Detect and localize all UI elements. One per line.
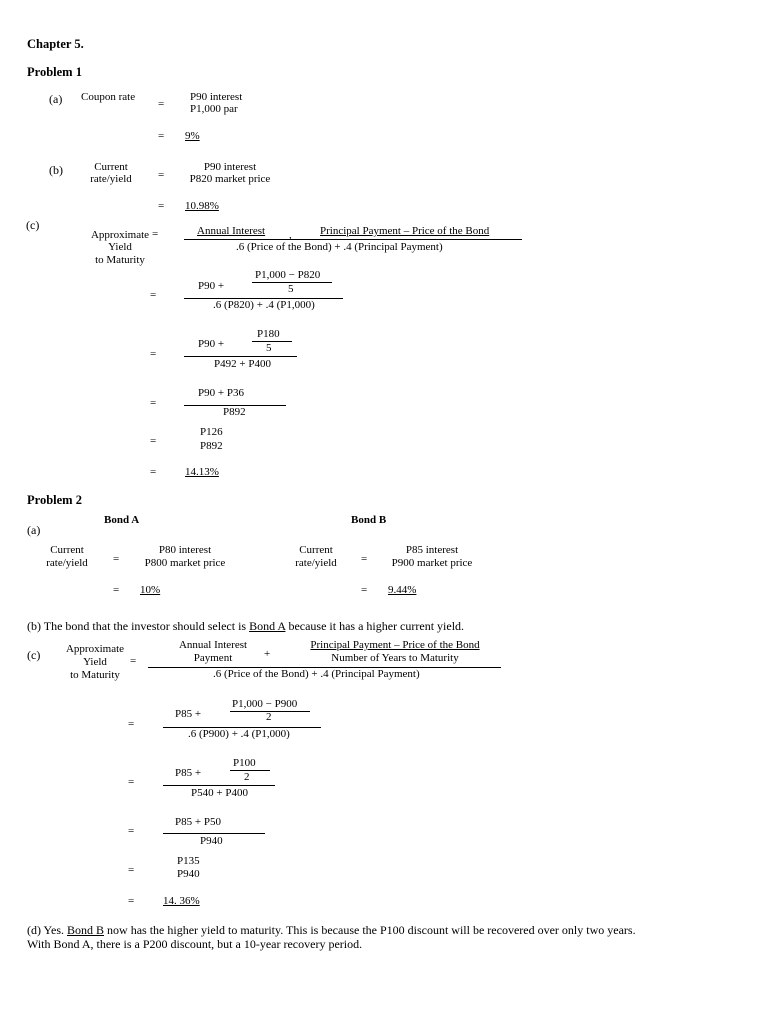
p2-c-step1-denominator: .6 (P900) + .4 (P1,000) bbox=[188, 728, 290, 740]
p1-a-denominator: P1,000 par bbox=[190, 103, 238, 115]
p1-b-lhs-line1: Current bbox=[94, 161, 128, 173]
p2-a-bondB-lhs-line1: Current bbox=[299, 544, 333, 556]
p1-a-numerator: P90 interest bbox=[190, 91, 243, 103]
p2-part-b-sentence bbox=[27, 620, 464, 633]
p2-c-lhs-line2: Yield bbox=[83, 656, 107, 668]
p2-c-formula-plus: + bbox=[264, 648, 271, 660]
p1-b-equals-2: = bbox=[158, 200, 165, 212]
p2-c-step4-denominator: P940 bbox=[177, 868, 200, 880]
p2-d-bond: Bond B bbox=[67, 923, 105, 937]
p2-b-bond: Bond A bbox=[249, 619, 286, 633]
p1-c-step3-equals: = bbox=[150, 397, 157, 409]
p2-c-step2-left: P85 + bbox=[175, 767, 202, 779]
p2-c-step3-equals: = bbox=[128, 825, 135, 837]
p2-a-bondA-denominator: P800 market price bbox=[144, 557, 226, 569]
p2-c-step3-denominator: P940 bbox=[200, 835, 223, 847]
p2-a-bondB-equals-2: = bbox=[361, 584, 368, 596]
p2-c-result: 14. 36% bbox=[163, 895, 200, 907]
p2-c-lhs-line3: to Maturity bbox=[70, 669, 120, 681]
p1-c-step2-bar bbox=[184, 356, 297, 357]
p1-c-lhs-line1: Approximate bbox=[90, 229, 150, 241]
p2-a-bondA-result: 10% bbox=[140, 584, 161, 596]
p2-bond-b-heading: Bond B bbox=[351, 514, 387, 526]
p2-c-step2-mid: 2 bbox=[244, 771, 250, 783]
p1-c-step1-mid: 5 bbox=[288, 283, 294, 295]
p2-c-step2-inner-bar bbox=[230, 770, 270, 771]
chapter-heading: Chapter 5. bbox=[27, 37, 84, 51]
p1-a-equals-2: = bbox=[158, 130, 165, 142]
p2-part-a-label: (a) bbox=[27, 523, 41, 537]
p1-b-equals: = bbox=[158, 169, 165, 181]
p2-d-text-pre: (d) Yes. bbox=[27, 923, 68, 937]
p2-c-step3-bar bbox=[163, 833, 265, 834]
p1-c-step1-left: P90 + bbox=[198, 280, 225, 292]
p2-b-text-post: because it has a higher current yield. bbox=[285, 619, 465, 633]
p2-c-step1-equals: = bbox=[128, 718, 135, 730]
p2-c-formula-denominator: .6 (Price of the Bond) + .4 (Principal Payment) bbox=[213, 668, 420, 680]
p2-c-step1-top: P1,000 − P900 bbox=[232, 698, 298, 710]
p2-c-step4-equals: = bbox=[128, 864, 135, 876]
p1-c-formula-fraction-bar bbox=[184, 239, 522, 240]
p2-a-bondB-equals: = bbox=[361, 553, 368, 565]
p2-a-bondA-numerator: P80 interest bbox=[158, 544, 212, 556]
p1-c-formula-denominator: .6 (Price of the Bond) + .4 (Principal Payment) bbox=[236, 241, 443, 253]
p1-b-lhs-line2: rate/yield bbox=[90, 173, 132, 185]
p2-c-formula-principal: Principal Payment – Price of the Bond bbox=[310, 639, 480, 651]
p1-a-equals: = bbox=[158, 98, 165, 110]
p1-c-result-equals: = bbox=[150, 466, 157, 478]
p2-c-step2-top: P100 bbox=[233, 757, 256, 769]
p1-c-step4-equals: = bbox=[150, 435, 157, 447]
p1-c-step2-mid: 5 bbox=[266, 342, 272, 354]
p2-a-bondB-lhs-line2: rate/yield bbox=[295, 557, 337, 569]
p1-c-step2-top: P180 bbox=[257, 328, 280, 340]
p2-c-lhs-line1: Approximate bbox=[65, 643, 125, 655]
p1-part-a-label: (a) bbox=[49, 92, 63, 106]
p2-part-d-line1 bbox=[27, 924, 636, 937]
p2-c-step2-equals: = bbox=[128, 776, 135, 788]
p1-c-step3-denominator: P892 bbox=[223, 406, 246, 418]
p2-c-step2-bar bbox=[163, 785, 275, 786]
p2-c-step1-mid: 2 bbox=[266, 711, 272, 723]
p2-part-d-line2: With Bond A, there is a P200 discount, but a 10-year recovery period. bbox=[27, 937, 363, 951]
p2-c-formula-annual-interest: Annual Interest bbox=[178, 639, 248, 651]
p2-c-formula-payment: Payment bbox=[193, 652, 233, 664]
p2-a-bondA-equals: = bbox=[113, 553, 120, 565]
p1-c-step2-left: P90 + bbox=[198, 338, 225, 350]
p2-c-formula-years: Number of Years to Maturity bbox=[331, 652, 459, 664]
p1-c-equals: = bbox=[152, 228, 159, 240]
p1-c-step2-inner-bar bbox=[252, 341, 292, 342]
p2-a-bondA-lhs-line1: Current bbox=[50, 544, 84, 556]
p1-b-result: 10.98% bbox=[185, 200, 219, 212]
p1-c-step1-denominator: .6 (P820) + .4 (P1,000) bbox=[213, 299, 315, 311]
p1-c-step4-numerator: P126 bbox=[200, 426, 223, 438]
p1-a-result: 9% bbox=[185, 130, 200, 142]
p1-c-step2-equals: = bbox=[150, 348, 157, 360]
p1-c-formula-comma: , bbox=[289, 229, 292, 241]
p2-a-bondB-numerator: P85 interest bbox=[405, 544, 459, 556]
p2-a-bondB-result: 9.44% bbox=[388, 584, 417, 596]
p2-d-text-post: now has the higher yield to maturity. This is because the P100 discount will be recovered over only two years. bbox=[104, 923, 636, 937]
p1-c-step3-numerator: P90 + P36 bbox=[198, 387, 244, 399]
p2-a-bondA-equals-2: = bbox=[113, 584, 120, 596]
p1-c-step4-denominator: P892 bbox=[200, 440, 223, 452]
p1-part-b-label: (b) bbox=[49, 163, 63, 177]
p1-c-formula-annual-interest: Annual Interest bbox=[197, 225, 266, 237]
p1-c-step2-denominator: P492 + P400 bbox=[214, 358, 271, 370]
p2-b-text-pre: (b) The bond that the investor should select is bbox=[27, 619, 250, 633]
p1-c-formula-principal: Principal Payment – Price of the Bond bbox=[320, 225, 490, 237]
p2-bond-a-heading: Bond A bbox=[104, 514, 140, 526]
p1-b-numerator: P90 interest bbox=[203, 161, 257, 173]
p1-b-denominator: P820 market price bbox=[189, 173, 271, 185]
p2-c-step4-numerator: P135 bbox=[177, 855, 200, 867]
p1-c-step1-equals: = bbox=[150, 289, 157, 301]
p1-c-lhs-line2: Yield bbox=[108, 241, 132, 253]
p2-part-c-label: (c) bbox=[27, 648, 41, 662]
p2-a-bondB-denominator: P900 market price bbox=[391, 557, 473, 569]
p1-c-result: 14.13% bbox=[185, 466, 219, 478]
problem-1-title: Problem 1 bbox=[27, 65, 82, 79]
p1-c-step1-top: P1,000 − P820 bbox=[255, 269, 321, 281]
p2-c-equals: = bbox=[130, 655, 137, 667]
p1-part-c-label: (c) bbox=[26, 218, 40, 232]
p2-c-step1-left: P85 + bbox=[175, 708, 202, 720]
p2-c-step2-denominator: P540 + P400 bbox=[191, 787, 248, 799]
problem-2-title: Problem 2 bbox=[27, 493, 82, 507]
p1-coupon-rate-label: Coupon rate bbox=[81, 91, 136, 103]
p1-c-lhs-line3: to Maturity bbox=[95, 254, 145, 266]
p2-c-result-equals: = bbox=[128, 895, 135, 907]
p2-a-bondA-lhs-line2: rate/yield bbox=[46, 557, 88, 569]
p2-c-step3-numerator: P85 + P50 bbox=[175, 816, 221, 828]
